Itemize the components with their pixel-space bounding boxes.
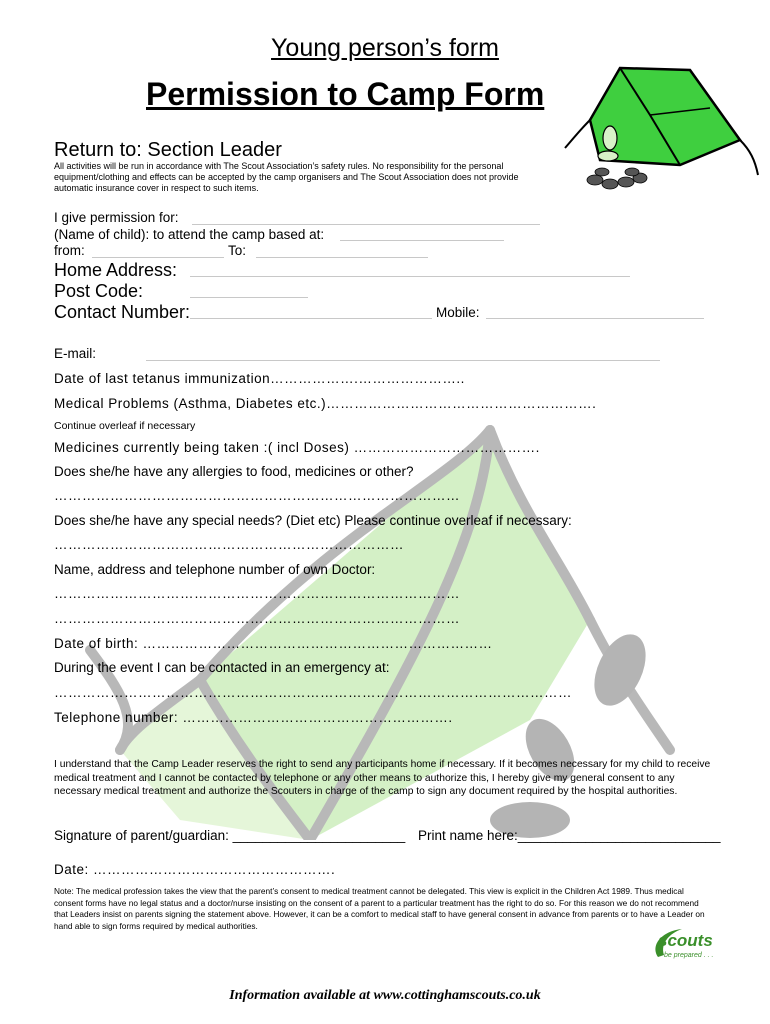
return-to-label: Return to: Section Leader <box>54 139 282 161</box>
special-needs-answer-line[interactable]: ………………………………………………………………… <box>54 537 404 552</box>
continue-overleaf-note: Continue overleaf if necessary <box>54 420 196 432</box>
email-line[interactable] <box>146 360 660 361</box>
form-title: Permission to Camp Form <box>146 76 545 112</box>
mobile-line[interactable] <box>486 318 704 319</box>
to-date-line[interactable] <box>256 257 428 258</box>
home-address-label: Home Address: <box>54 260 178 280</box>
date-field[interactable]: Date: ……………………………………………. <box>54 862 336 877</box>
contact-number-label: Contact Number: <box>54 302 191 322</box>
scouts-logo-word: scouts <box>658 931 713 950</box>
print-name-field[interactable]: Print name here:___________________________ <box>418 828 721 843</box>
telephone-number-field[interactable]: Telephone number: …………………………………………………. <box>54 710 453 725</box>
allergies-answer-line[interactable]: …………………………………………………………………………… <box>54 488 460 503</box>
emergency-contact-line[interactable]: ………………………………………………………………………………………………… <box>54 685 572 700</box>
doctor-question: Name, address and telephone number of own Doctor: <box>54 562 376 577</box>
special-needs-question: Does she/he have any special needs? (Diet etc) Please continue overleaf if necessary: <box>54 513 572 528</box>
signature-field[interactable]: Signature of parent/guardian: _______________________ <box>54 828 406 843</box>
scouts-logo <box>650 927 720 967</box>
consent-statement: I understand that the Camp Leader reserves the right to send any participants home if necessary. If it becomes necessary for my child to receive medical treatment and I cannot be contacted by telephone or any other means to authorize this, I hereby give my general consent to any necessary medical treatment and authorize the Scouters in charge of the camp to sign any document required by the hospital authorities. <box>54 759 711 797</box>
form-subtitle: Young person’s form <box>271 34 499 62</box>
tent-illustration-image <box>560 60 760 200</box>
mobile-label: Mobile: <box>436 305 480 320</box>
child-name-camp-label: (Name of child): to attend the camp based at: <box>54 227 325 242</box>
from-label: from: <box>54 243 85 258</box>
emergency-contact-question: During the event I can be contacted in an emergency at: <box>54 660 390 675</box>
medical-note: Note: The medical profession takes the view that the parent’s consent to medical treatment cannot be delegated. This view is explicit in the Children Act 1989. Thus medical consent forms have no legal status and a doctor/nurse insisting on the consent of a parent to a particular treatment has the right to do so. For this reason we do not recommend that Leaders insist on parents signing the statement above. However, it can be a comfort to medical staff to have general consent in advance from parents or to have a Leader on hand able to sign forms required by medical authorities. <box>54 886 705 931</box>
permission-for-line[interactable] <box>192 224 540 225</box>
disclaimer-text: All activities will be run in accordance with The Scout Association’s safety rules. No responsibility for the personal equipment/clothing and effects can be accepted by the camp organisers and The Scout Association does not provide automatic insurance cover in respect to such items. <box>54 161 519 193</box>
allergies-question: Does she/he have any allergies to food, medicines or other? <box>54 464 414 479</box>
to-label: To: <box>228 243 247 258</box>
camp-location-line[interactable] <box>340 240 504 241</box>
home-address-line[interactable] <box>190 276 630 277</box>
medicines-field[interactable]: Medicines currently being taken :( incl Doses) …………………………………. <box>54 440 540 455</box>
footer-info: Information available at www.cottinghamscouts.co.uk <box>229 988 541 1003</box>
contact-number-line[interactable] <box>190 318 432 319</box>
email-label: E-mail: <box>54 346 97 361</box>
doctor-answer-line-2[interactable]: …………………………………………………………………………… <box>54 611 460 626</box>
post-code-line[interactable] <box>190 297 308 298</box>
tetanus-field[interactable]: Date of last tetanus immunization……………….………………….. <box>54 371 465 386</box>
permission-for-label: I give permission for: <box>54 210 179 225</box>
from-date-line[interactable] <box>92 257 224 258</box>
doctor-answer-line-1[interactable]: …………………………………………………………………………… <box>54 586 460 601</box>
date-of-birth-field[interactable]: Date of birth: ………………………………………………………………… <box>54 636 493 651</box>
scouts-logo-tagline: be prepared . . . <box>664 952 714 959</box>
post-code-label: Post Code: <box>54 281 144 301</box>
medical-problems-field[interactable]: Medical Problems (Asthma, Diabetes etc.)…………………………………………………. <box>54 396 597 411</box>
